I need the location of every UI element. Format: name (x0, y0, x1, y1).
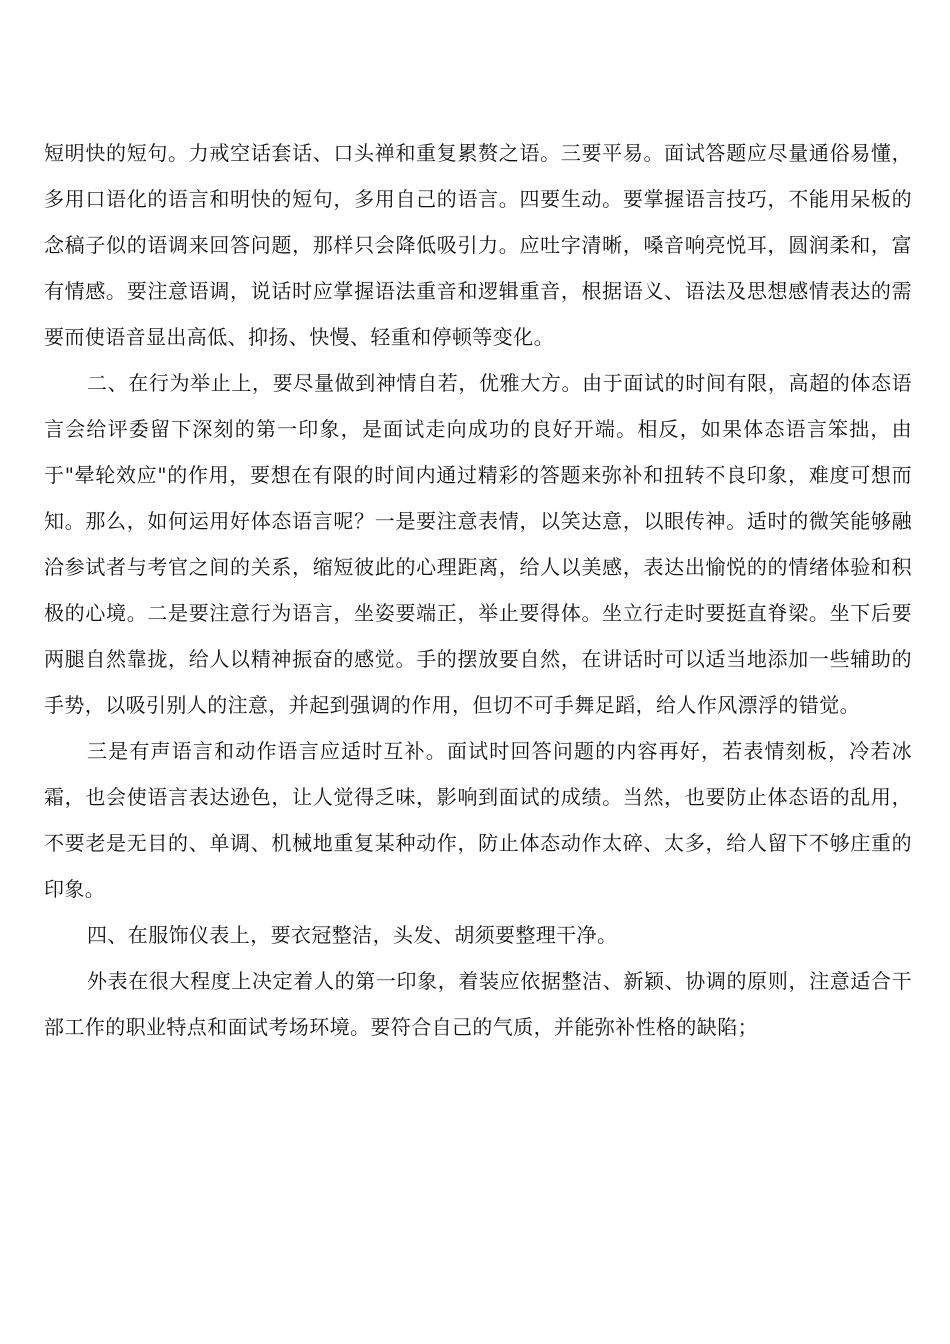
document-body (44, 130, 912, 1050)
paragraph-attire-heading: 四、在服饰仪表上，要衣冠整洁，头发、胡须要整理干净。 (87, 923, 618, 947)
paragraph-speech-techniques: 短明快的短句。力戒空话套话、口头禅和重复累赘之语。三要平易。面试答题应尽量通俗易懂，多用口语化的语言和明快的短句，多用自己的语言。四要生动。要掌握语言技巧，不能用呆板的念稿子似的语调来回答问题，那样只会降低吸引力。应吐字清晰，嗓音响亮悦耳，圆润柔和，富有情感。要注意语调，说话时应掌握语法重音和逻辑重音，根据语义、语法及思想感情表达的需要而使语音显出高低、抑扬、快慢、轻重和停顿等变化。 (44, 141, 912, 349)
paragraph-appearance: 外表在很大程度上决定着人的第一印象，着装应依据整洁、新颖、协调的原则，注意适合干部工作的职业特点和面试考场环境。要符合自己的气质，并能弥补性格的缺陷； (44, 969, 912, 1039)
paragraph-body-language: 二、在行为举止上，要尽量做到神情自若，优雅大方。由于面试的时间有限，高超的体态语言会给评委留下深刻的第一印象，是面试走向成功的良好开端。相反，如果体态语言笨拙，由于"晕轮效应"的作用，要想在有限的时间内通过精彩的答题来弥补和扭转不良印象，难度可想而知。那么，如何运用好体态语言呢？一是要注意表情，以笑达意，以眼传神。适时的微笑能够融洽参试者与考官之间的关系，缩短彼此的心理距离，给人以美感，表达出愉悦的的情绪体验和积极的心境。二是要注意行为语言，坐姿要端正，举止要得体。坐立行走时要挺直脊梁。坐下后要两腿自然靠拢，给人以精神振奋的感觉。手的摆放要自然，在讲话时可以适当地添加一些辅助的手势，以吸引别人的注意，并起到强调的作用，但切不可手舞足蹈，给人作风漂浮的错觉。 (44, 371, 912, 717)
paragraph-complementary-language: 三是有声语言和动作语言应适时互补。面试时回答问题的内容再好，若表情刻板，冷若冰霜，也会使语言表达逊色，让人觉得乏味，影响到面试的成绩。当然，也要防止体态语的乱用，不要老是无目的、单调、机械地重复某种动作，防止体态动作太碎、太多，给人留下不够庄重的印象。 (44, 739, 912, 901)
